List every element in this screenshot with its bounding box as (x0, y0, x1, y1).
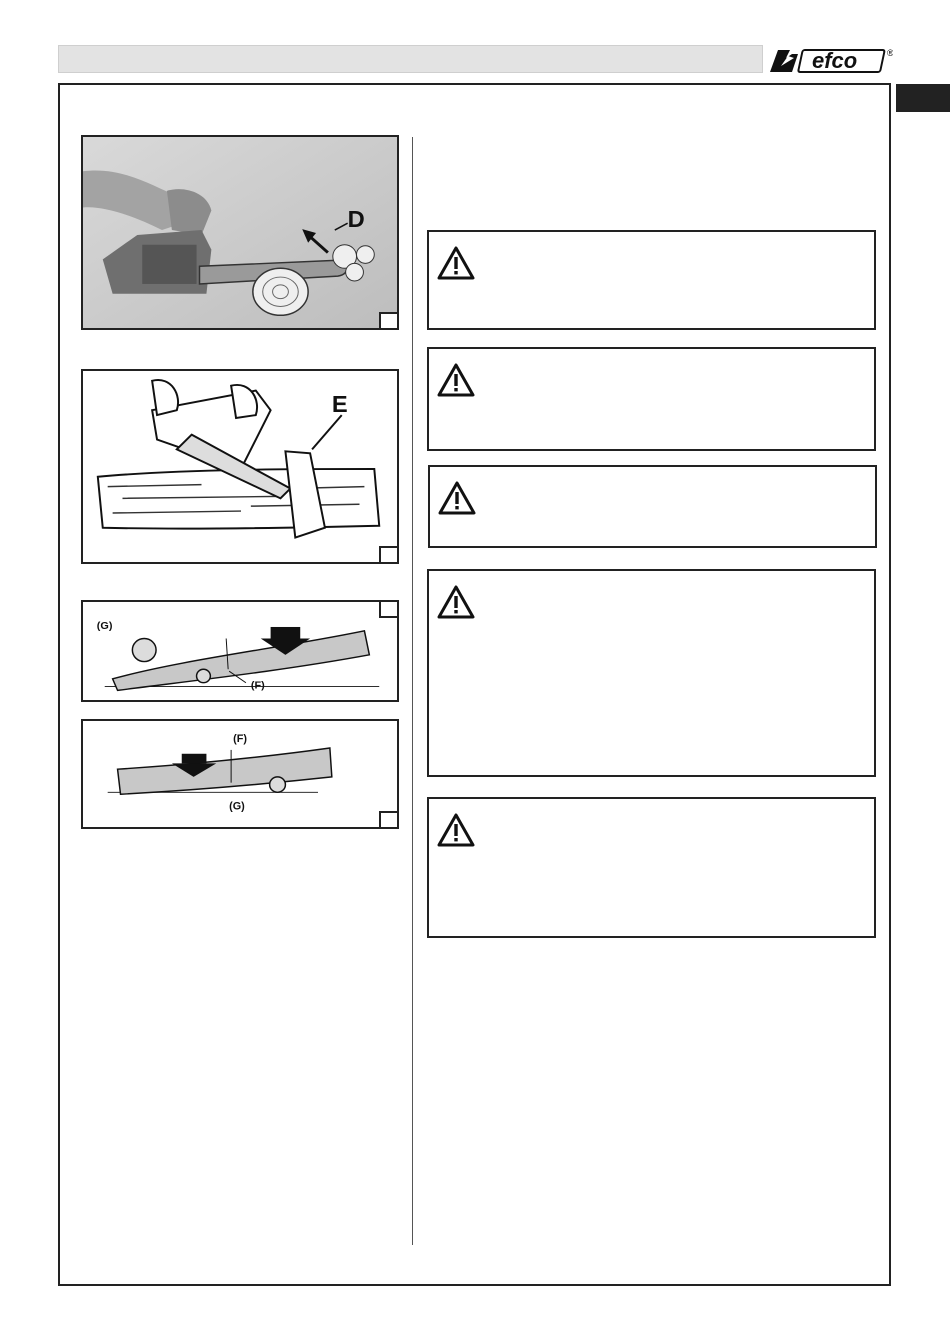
figure-label-e: E (331, 392, 348, 419)
figure-label-f: (F) (233, 733, 247, 746)
figure-label-d: D (347, 207, 365, 234)
figure-number-box (379, 811, 399, 829)
figure-number-box (379, 312, 399, 330)
brand-logo (768, 44, 893, 76)
warning-box-3 (428, 465, 877, 548)
brand-name: efco (812, 48, 858, 73)
warning-box-5 (427, 797, 876, 938)
figure-log-middle-support (81, 719, 399, 829)
figure-number-box (379, 546, 399, 564)
figure-number-box (379, 600, 399, 618)
warning-triangle-icon (437, 246, 475, 280)
column-divider (412, 137, 413, 1245)
warning-box-4 (427, 569, 876, 777)
registered-mark: ® (887, 48, 893, 58)
figure-bar-jammed (81, 369, 399, 564)
warning-box-1 (427, 230, 876, 330)
figure-label-f: (F) (250, 679, 265, 692)
warning-triangle-icon (438, 481, 476, 515)
warning-box-2 (427, 347, 876, 451)
figure-kickback-photo (81, 135, 399, 330)
section-tab (896, 84, 950, 112)
warning-triangle-icon (437, 813, 475, 847)
figure-log-supported (81, 600, 399, 702)
header-bar (58, 45, 763, 73)
figure-label-g: (G) (96, 620, 113, 632)
warning-triangle-icon (437, 363, 475, 397)
figure-label-g: (G) (229, 800, 245, 813)
warning-triangle-icon (437, 585, 475, 619)
